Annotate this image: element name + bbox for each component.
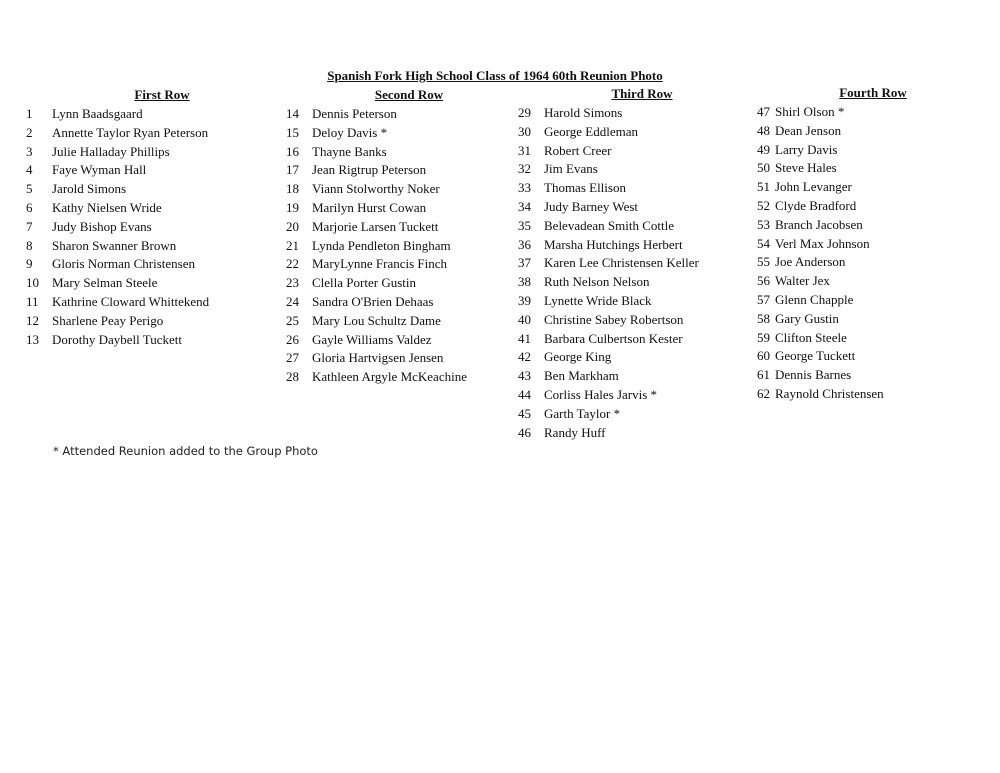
list-item — [26, 255, 298, 274]
list-item — [286, 368, 532, 387]
entry-name: Gayle Williams Valdez — [312, 331, 432, 347]
entry-number: 46 — [518, 424, 531, 440]
entry-number: 1 — [26, 106, 33, 121]
entry-name: Harold Simons — [544, 105, 623, 120]
entry-name: MaryLynne Francis Finch — [312, 256, 448, 272]
entry-name: Gloria Hartvigsen Jensen — [312, 350, 444, 366]
list-item — [518, 217, 766, 236]
entry-name: Jarold Simons — [52, 181, 127, 197]
entry-number: 38 — [518, 274, 531, 290]
list-item — [286, 255, 532, 274]
entry-number: 23 — [286, 275, 299, 291]
entry-number: 62 — [757, 385, 770, 401]
list-item — [757, 122, 989, 141]
list-item — [26, 237, 298, 256]
list-item — [286, 312, 532, 331]
entry-name: Walter Jex — [775, 273, 830, 289]
list-item — [286, 180, 532, 199]
entry-number: 28 — [286, 369, 299, 385]
entry-name: Belevadean Smith Cottle — [544, 217, 674, 233]
entry-name: Thomas Ellison — [544, 180, 626, 196]
entry-name: Gary Gustin — [775, 310, 839, 326]
entry-name: George King — [544, 349, 612, 365]
entry-number: 42 — [518, 349, 531, 365]
entry-number: 44 — [518, 386, 531, 402]
list-item — [757, 291, 989, 310]
entry-name: Clyde Bradford — [775, 197, 857, 213]
entry-number: 59 — [757, 329, 770, 345]
entry-number: 55 — [757, 254, 770, 270]
list-item — [518, 198, 766, 217]
column-heading: Third Row — [611, 86, 673, 101]
entry-number: 9 — [26, 256, 33, 272]
second-row-column — [286, 86, 532, 387]
list-item — [26, 161, 298, 180]
document-title: Spanish Fork High School Class of 1964 60th Reunion Photo — [327, 68, 663, 83]
entry-number: 8 — [26, 237, 33, 253]
list-item — [518, 292, 766, 311]
entry-number: 33 — [518, 180, 531, 196]
entry-name: Steve Hales — [775, 160, 837, 176]
list-item — [757, 253, 989, 272]
entry-name: Corliss Hales Jarvis * — [544, 386, 658, 402]
entry-name: Kathrine Cloward Whittekend — [52, 293, 210, 309]
list-item — [286, 331, 532, 350]
entry-number: 45 — [518, 405, 531, 421]
entry-name: Clella Porter Gustin — [312, 275, 416, 291]
list-item — [286, 143, 532, 162]
list-item — [518, 367, 766, 386]
column-heading: Second Row — [374, 87, 444, 102]
entry-number: 18 — [286, 181, 299, 197]
list-item — [757, 197, 989, 216]
entry-number: 37 — [518, 255, 531, 271]
entry-number: 34 — [518, 198, 531, 214]
entry-number: 43 — [518, 368, 531, 384]
list-item — [518, 179, 766, 198]
list-item — [757, 159, 989, 178]
list-item — [757, 216, 989, 235]
list-item — [26, 218, 298, 237]
entry-number: 19 — [286, 199, 299, 215]
list-item — [26, 331, 298, 350]
entry-name: Annette Taylor Ryan Peterson — [52, 124, 209, 140]
entry-number: 21 — [286, 237, 299, 253]
list-item — [518, 123, 766, 142]
entry-number: 51 — [757, 179, 770, 195]
entry-number: 4 — [26, 162, 33, 178]
entry-name: Mary Lou Schultz Dame — [312, 312, 441, 328]
entry-number: 17 — [286, 162, 299, 178]
entry-name: George Eddleman — [544, 123, 638, 139]
fourth-row-column — [757, 84, 989, 404]
entry-name: Marsha Hutchings Herbert — [544, 236, 683, 252]
entry-name: Ruth Nelson Nelson — [544, 274, 650, 290]
entry-number: 52 — [757, 197, 770, 213]
entry-name: Raynold Christensen — [775, 385, 884, 401]
entry-number: 20 — [286, 218, 299, 234]
entry-name: Clifton Steele — [775, 329, 847, 345]
entry-number: 16 — [286, 143, 299, 159]
entry-name: Ben Markham — [544, 368, 619, 384]
entry-name: Shirl Olson * — [775, 104, 845, 119]
footnote: * Attended Reunion added to the Group Photo — [53, 444, 318, 458]
entry-name: Lynn Baadsgaard — [52, 106, 143, 121]
entry-number: 22 — [286, 256, 299, 272]
entry-number: 49 — [757, 141, 770, 157]
entry-name: Barbara Culbertson Kester — [544, 330, 683, 346]
entry-number: 29 — [518, 105, 531, 120]
list-item — [518, 160, 766, 179]
entry-number: 31 — [518, 142, 531, 158]
list-item — [286, 105, 532, 124]
entry-number: 32 — [518, 161, 531, 177]
list-item — [518, 330, 766, 349]
entry-number: 61 — [757, 367, 770, 383]
list-item — [518, 104, 766, 123]
entry-name: Mary Selman Steele — [52, 275, 158, 291]
entry-name: Dennis Barnes — [775, 367, 852, 383]
entry-name: Marilyn Hurst Cowan — [312, 199, 427, 215]
entry-name: Christine Sabey Robertson — [544, 311, 684, 327]
entry-name: Lynda Pendleton Bingham — [312, 237, 451, 253]
entry-number: 6 — [26, 199, 33, 215]
list-item — [26, 293, 298, 312]
entry-number: 24 — [286, 293, 299, 309]
list-item — [286, 274, 532, 293]
list-item — [286, 199, 532, 218]
entry-number: 3 — [26, 143, 33, 159]
entry-number: 57 — [757, 291, 770, 307]
entry-number: 11 — [26, 293, 39, 309]
list-item — [757, 329, 989, 348]
list-item — [518, 273, 766, 292]
entry-name: Julie Halladay Phillips — [52, 143, 170, 159]
entry-number: 15 — [286, 124, 299, 140]
list-item — [518, 311, 766, 330]
entry-name: Judy Bishop Evans — [52, 218, 152, 234]
entry-number: 26 — [286, 331, 299, 347]
list-item — [518, 236, 766, 255]
entry-name: Glenn Chapple — [775, 291, 854, 307]
list-item — [757, 178, 989, 197]
entry-name: Marjorie Larsen Tuckett — [312, 218, 439, 234]
entry-name: Sharlene Peay Perigo — [52, 312, 164, 328]
entry-name: Judy Barney West — [544, 198, 639, 214]
list-item — [518, 405, 766, 424]
entry-name: Dorothy Daybell Tuckett — [52, 331, 182, 347]
entry-number: 35 — [518, 217, 531, 233]
entry-number: 60 — [757, 348, 770, 364]
entry-name: Deloy Davis * — [312, 124, 388, 140]
list-item — [286, 124, 532, 143]
entry-number: 53 — [757, 216, 770, 232]
list-item — [26, 274, 298, 293]
entry-name: Dennis Peterson — [312, 106, 397, 121]
column-heading: Fourth Row — [839, 85, 907, 100]
entry-name: Sharon Swanner Brown — [52, 237, 177, 253]
list-item — [286, 161, 532, 180]
entry-name: Robert Creer — [544, 142, 612, 158]
list-item — [286, 293, 532, 312]
list-item — [26, 143, 298, 162]
list-item — [518, 386, 766, 405]
name-list — [757, 103, 989, 404]
list-item — [518, 424, 766, 443]
entry-number: 30 — [518, 123, 531, 139]
entry-number: 36 — [518, 236, 531, 252]
name-list — [286, 105, 532, 387]
list-item — [26, 180, 298, 199]
name-list — [26, 105, 298, 349]
entry-name: Viann Stolworthy Noker — [312, 181, 440, 197]
entry-name: Joe Anderson — [775, 254, 846, 270]
entry-name: Branch Jacobsen — [775, 216, 863, 232]
list-item — [518, 254, 766, 273]
entry-number: 12 — [26, 312, 39, 328]
entry-number: 10 — [26, 275, 39, 291]
entry-number: 47 — [757, 104, 770, 119]
column-heading: First Row — [134, 87, 190, 102]
list-item — [757, 235, 989, 254]
list-item — [757, 141, 989, 160]
entry-name: Thayne Banks — [312, 143, 387, 159]
entry-number: 39 — [518, 292, 531, 308]
entry-number: 48 — [757, 122, 770, 138]
entry-number: 14 — [286, 106, 299, 121]
list-item — [757, 310, 989, 329]
entry-name: Gloris Norman Christensen — [52, 256, 195, 272]
list-item — [286, 349, 532, 368]
list-item — [286, 218, 532, 237]
entry-name: Larry Davis — [775, 141, 838, 157]
entry-number: 2 — [26, 124, 33, 140]
list-item — [757, 272, 989, 291]
entry-name: George Tuckett — [775, 348, 856, 364]
entry-number: 41 — [518, 330, 531, 346]
entry-number: 5 — [26, 181, 33, 197]
entry-name: Sandra O'Brien Dehaas — [312, 293, 434, 309]
entry-name: Verl Max Johnson — [775, 235, 870, 251]
entry-number: 13 — [26, 331, 39, 347]
list-item — [757, 103, 989, 122]
entry-name: Jim Evans — [544, 161, 598, 177]
name-list — [518, 104, 766, 442]
entry-number: 58 — [757, 310, 770, 326]
entry-name: Kathleen Argyle McKeachine — [312, 369, 467, 385]
list-item — [26, 124, 298, 143]
entry-number: 50 — [757, 160, 770, 176]
entry-number: 7 — [26, 218, 33, 234]
entry-name: Kathy Nielsen Wride — [52, 199, 162, 215]
entry-name: Garth Taylor * — [544, 405, 621, 421]
entry-name: John Levanger — [775, 179, 852, 195]
entry-name: Lynette Wride Black — [544, 292, 652, 308]
entry-number: 54 — [757, 235, 770, 251]
list-item — [26, 199, 298, 218]
entry-name: Jean Rigtrup Peterson — [312, 162, 427, 178]
entry-number: 40 — [518, 311, 531, 327]
entry-number: 27 — [286, 350, 299, 366]
entry-number: 56 — [757, 273, 770, 289]
list-item — [26, 105, 298, 124]
list-item — [518, 142, 766, 161]
entry-name: Karen Lee Christensen Keller — [544, 255, 699, 271]
first-row-column — [26, 86, 298, 349]
entry-name: Randy Huff — [544, 424, 606, 440]
entry-number: 25 — [286, 312, 299, 328]
entry-name: Faye Wyman Hall — [52, 162, 147, 178]
third-row-column — [518, 85, 766, 442]
list-item — [518, 348, 766, 367]
list-item — [286, 237, 532, 256]
list-item — [26, 312, 298, 331]
list-item — [757, 347, 989, 366]
list-item — [757, 385, 989, 404]
list-item — [757, 366, 989, 385]
entry-name: Dean Jenson — [775, 122, 842, 138]
